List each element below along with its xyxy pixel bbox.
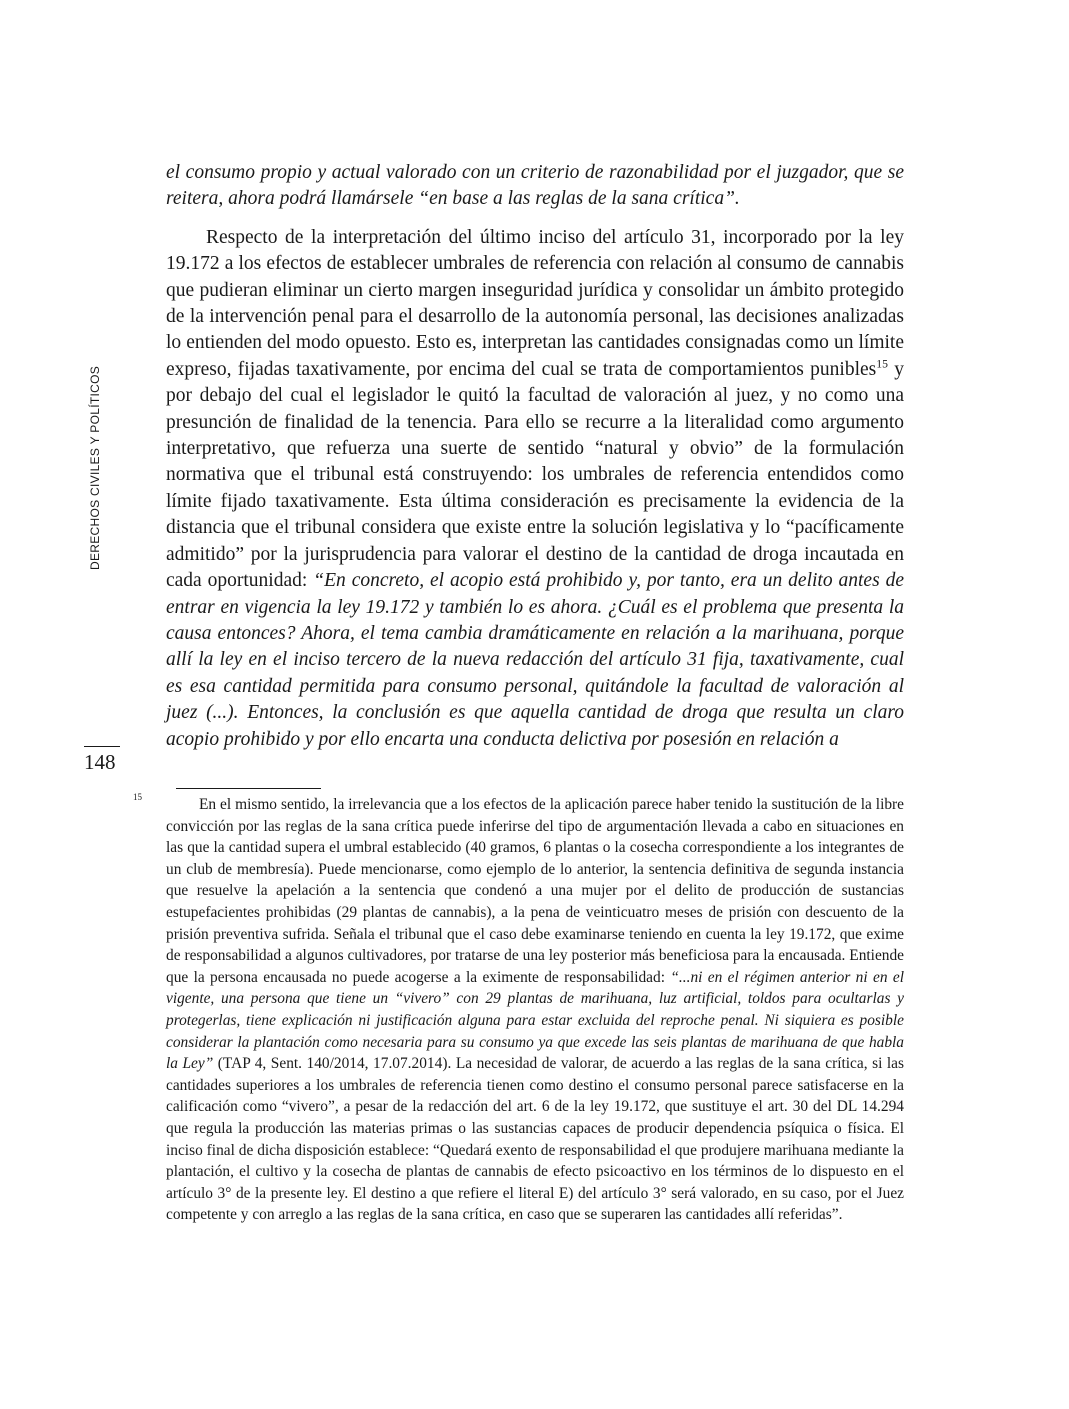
body-text-1: Respecto de la interpretación del último inciso del artículo 31, incorporado por la ley 19.172 a los efectos de establecer umbrales de referencia con relación al consumo de cannabis que pudieran eliminar un cierto margen inseguridad jurídica y consolidar un ámbito protegido de la intervención penal para el desarrollo de la autonomía personal, las decisiones analizadas lo entienden del modo opuesto. Esto es, interpretan las cantidades consignadas como un límite expreso, fijadas taxativamente, por encima del cual se trata de comportamientos punibles [166,226,904,380]
lead-paragraph [166,160,904,213]
footnote-paragraph [133,792,904,1226]
footnote-text-1: En el mismo sentido, la irrelevancia que a los efectos de la aplicación parece haber tenido la sustitución de la libre convicción por las reglas de la sana crítica puede inferirse del tipo de argumentación llevada a cabo en situaciones en las que la cantidad supera el umbral establecido (40 gramos, 6 plantas o la cosecha correspondiente a los integrantes de un club de membresía). Puede mencionarse, como ejemplo de lo anterior, la sentencia definitiva de segunda instancia que resuelve la apelación a la sentencia que condenó a una mujer por el delito de producción de sustancias estupefacientes prohibidas (29 plantas de cannabis), a la pena de veinticuatro meses de prisión con descuento de la prisión preventiva sufrida. Señala el tribunal que el caso debe examinarse teniendo en cuenta la ley 19.172, que exime de responsabilidad a algunos cultivadores, por tratarse de una ley posterior más beneficiosa para la encausada. Entiende que la persona encausada no puede acogerse a la eximente de responsabilidad: [166,796,904,986]
page-number: 148 [84,750,116,774]
page-number-rule [84,746,120,747]
main-text [166,160,904,753]
footnote-reference[interactable]: 15 [876,357,888,371]
footnote-text-2: (TAP 4, Sent. 140/2014, 17.07.2014). La necesidad de valorar, de acuerdo a las reglas de la sana crítica, si las cantidades superiores a los umbrales de referencia tienen como destino el consumo personal parece satisfacerse en la calificación como “vivero”, a pesar de la redacción del art. 6 de la ley 19.172, que sustituye el art. 30 del DL 14.294 que regula la producción las materias primas o las sustancias capaces de producir dependencia psíquica o física. El inciso final de dicha disposición establece: “Quedará exento de responsabilidad el que produjere marihuana mediante la plantación, el cultivo y la cosecha de plantas de cannabis de efecto psicoactivo en los términos de lo dispuesto en el artículo 3° de la presente ley. El destino a que refiere el literal E) del artículo 3° será valorado, en su caso, por el Juez competente y con arreglo a las reglas de la sana crítica, en caso que se superaren las cantidades allí referidas”. [166,1055,904,1224]
footnote-separator [176,788,321,789]
running-head-vertical: DERECHOS CIVILES Y POLÍTICOS [88,365,102,571]
court-quote: “En concreto, el acopio está prohibido y, por tanto, era un delito antes de entrar en vigencia la ley 19.172 y también lo es ahora. ¿Cuál es el problema que presenta la causa entonces? Ahora, el tema cambia dramáticamente en relación a la marihuana, porque allí la ley en el inciso tercero de la nueva redacción del artículo 31 fija, taxativamente, cual es esa cantidad permitida para consumo personal, quitándole la facultad de valoración al juez (...). Entonces, la conclusión es que aquella cantidad de droga que resulta un claro acopio prohibido y por ello encarta una conducta delictiva por posesión en relación a [166,570,905,750]
footnote-15 [133,792,904,1226]
lead-italic-text: el consumo propio y actual valorado con un criterio de razonabilidad por el juzgador, que se reitera, ahora podrá llamársele “en base a las reglas de la sana crítica”. [166,162,904,210]
footnote-quote: “...ni en el régimen anterior ni en el vigente, una persona que tiene un “vivero” con 29 plantas de marihuana, luz artificial, toldos para ocultarlas y protegerlas, tiene explicación ni justificación alguna para estar excluida del reproche penal. Ni siquiera es posible considerar la plantación como necesaria para su consumo ya que excede las seis plantas de marihuana de que habla la Ley” [166,968,904,1073]
body-paragraph [166,225,904,753]
body-text-2: y por debajo del cual el legislador le quitó la facultad de valoración al juez, y no como una presunción de finalidad de la tenencia. Para ello se recurre a la literalidad como argumento interpretativo, que refuerza una suerte de sentido “natural y obvio” de la formulación normativa que el tribunal está construyendo: los umbrales de referencia entendidos como límite fijado taxativamente. Esta última consideración es precisamente la evidencia de la distancia que el tribunal considera que existe entre la solución legislativa y lo “pacíficamente admitido” por la jurisprudencia para valorar el destino de la cantidad de droga incautada en cada oportunidad: [166,358,904,592]
footnote-mark: 15 [133,792,142,802]
